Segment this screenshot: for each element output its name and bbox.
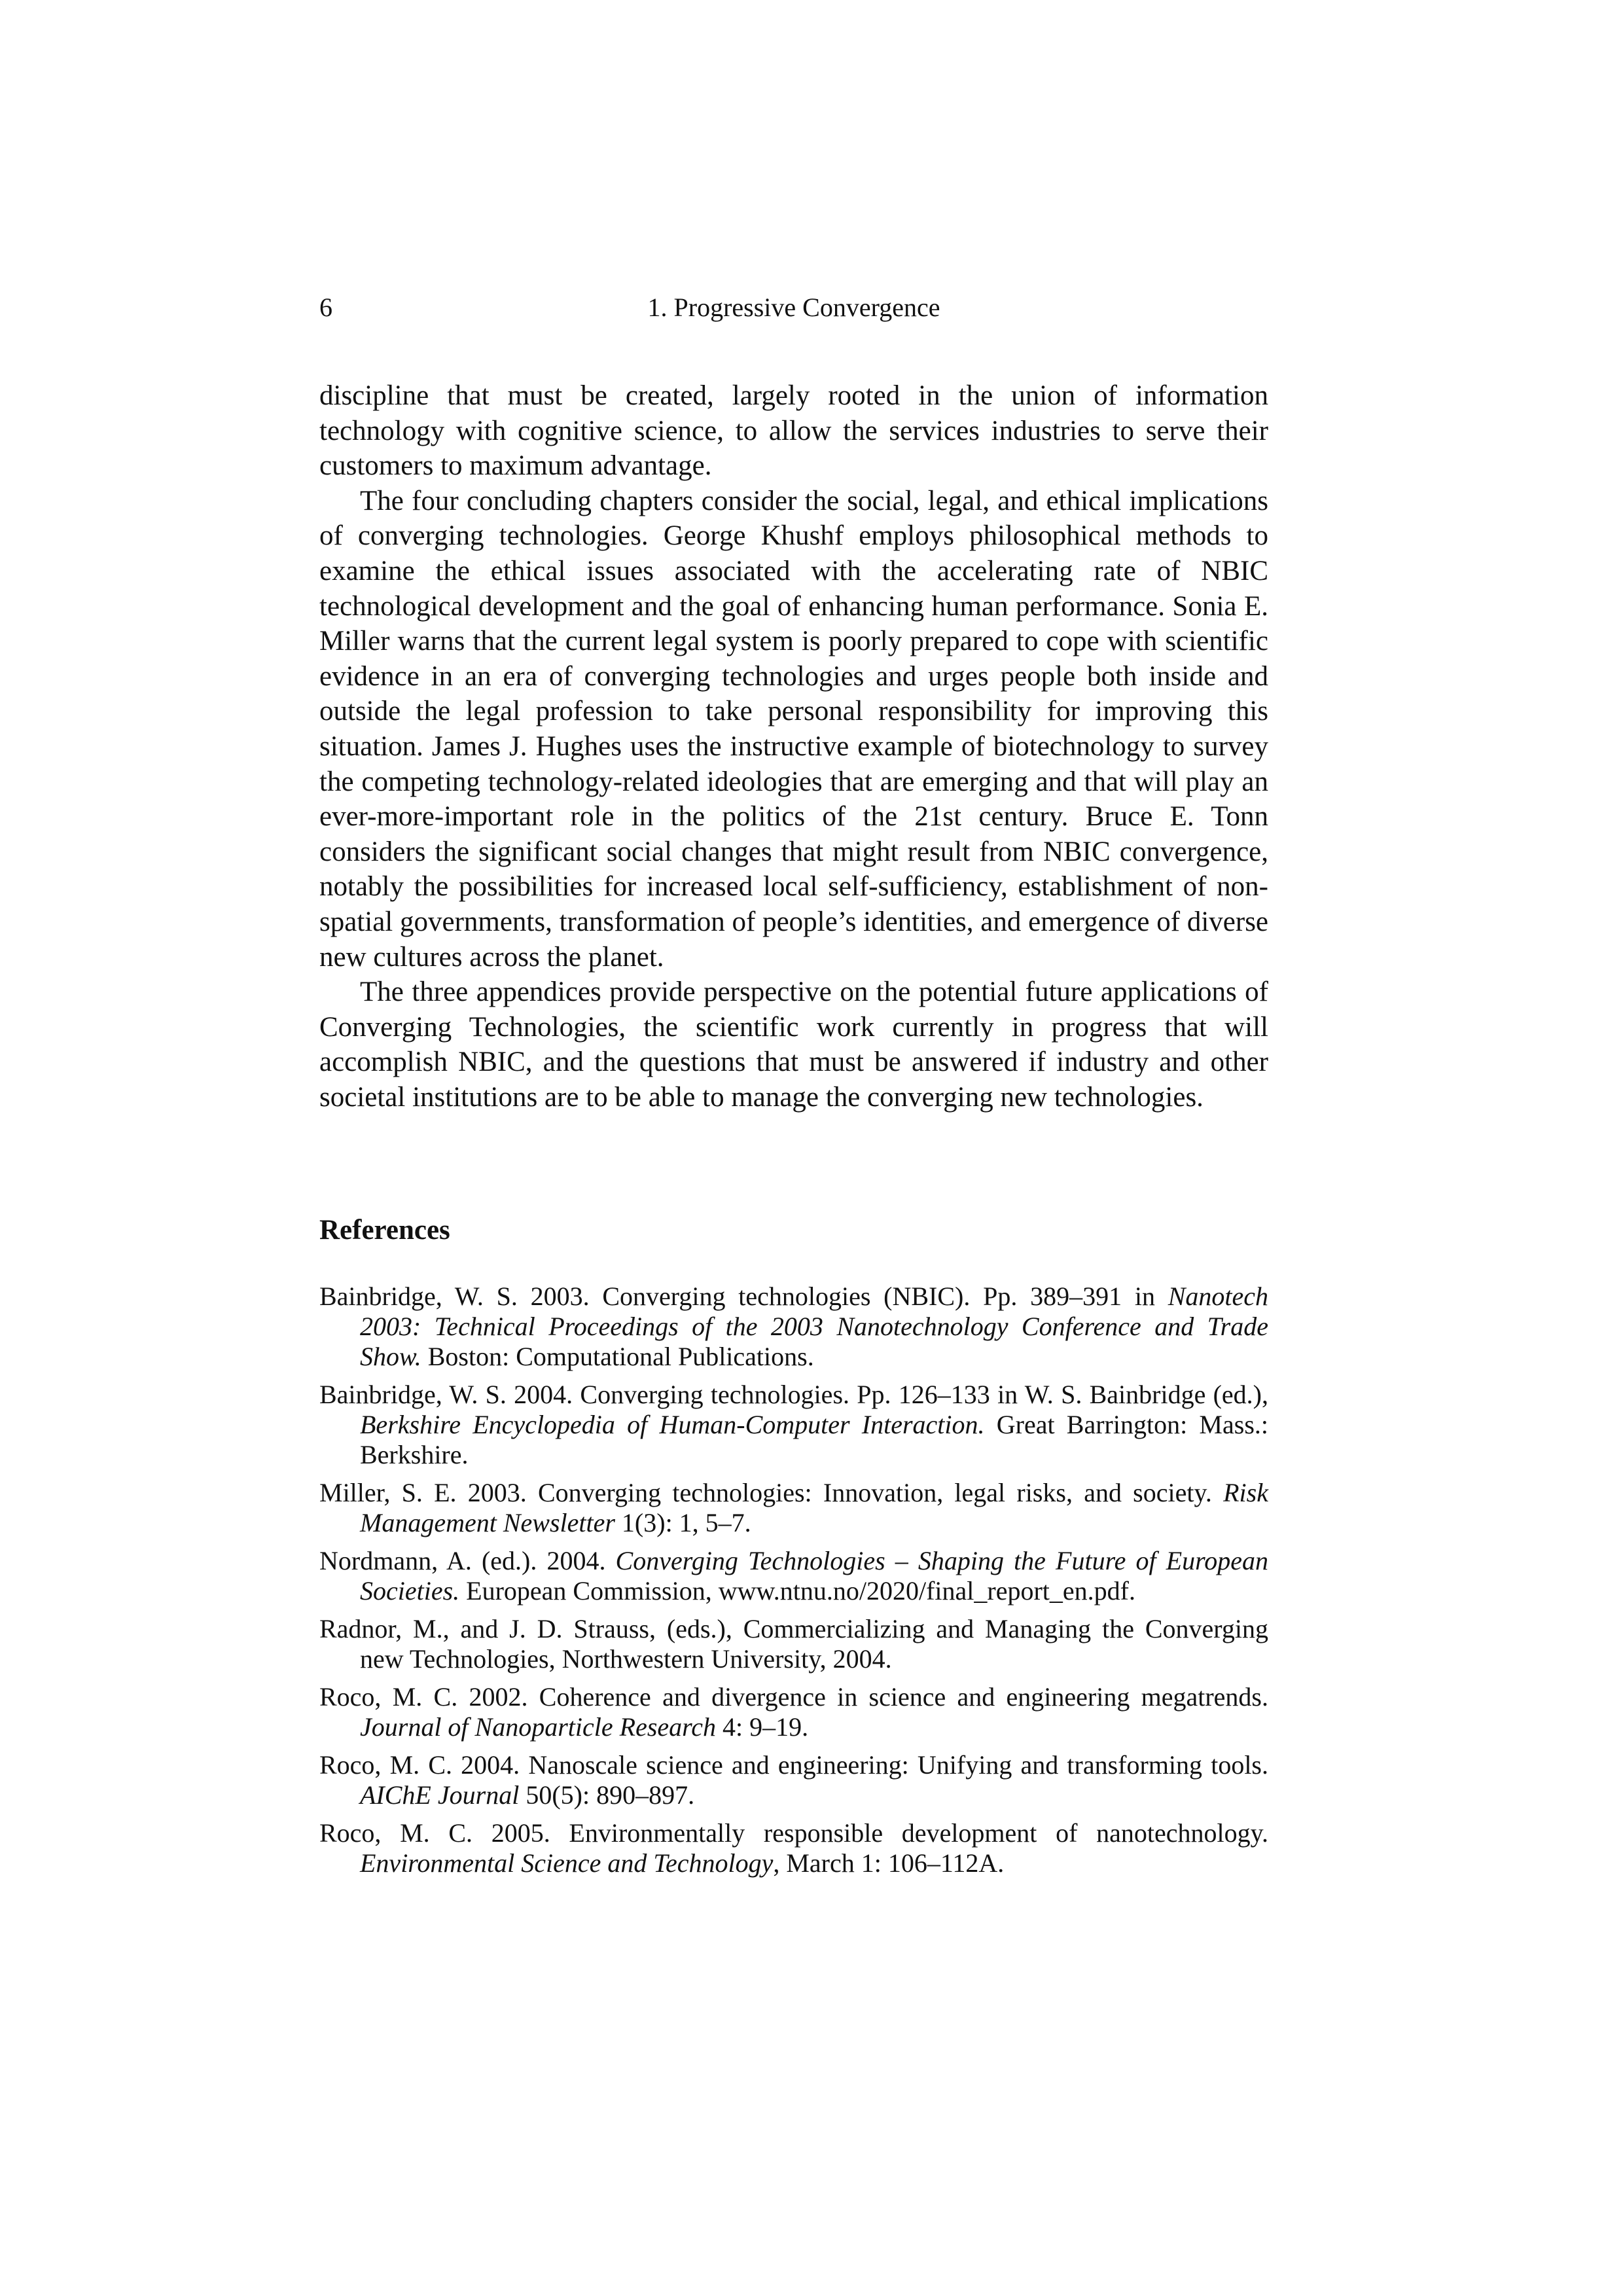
reference-item: Bainbridge, W. S. 2003. Converging technologies (NBIC). Pp. 389–391 in Nanotech 2003: Technical Proceedings of the 2003 Nanotechnology Conference and Trade Show. Boston: Computational Publications. [319, 1282, 1268, 1371]
paragraph: The four concluding chapters consider the social, legal, and ethical implications of converging technologies. George Khushf employs philosophical methods to examine the ethical issues associated with the accelerating rate of NBIC technological development and the goal of enhancing human performance. Sonia E. Miller warns that the current legal system is poorly prepared to cope with scientific evidence in an era of converging technologies and urges people both inside and outside the legal profession to take personal responsibility for improving this situation. James J. Hughes uses the instructive example of biotechnology to survey the competing technology-related ideologies that are emerging and that will play an ever-more-important role in the politics of the 21st century. Bruce E. Tonn considers the significant social changes that might result from NBIC convergence, notably the possibilities for increased local self-sufficiency, establishment of non-spatial governments, transformation of people’s identities, and emergence of diverse new cultures across the planet. [319, 485, 1269, 973]
reference-item: Miller, S. E. 2003. Converging technologies: Innovation, legal risks, and society. Risk Management Newsletter 1(3): 1, 5–7. [319, 1478, 1268, 1537]
body-text [319, 378, 1268, 1115]
references-heading: References [319, 1215, 450, 1246]
reference-item: Roco, M. C. 2004. Nanoscale science and engineering: Unifying and transforming tools. AIChE Journal 50(5): 890–897. [319, 1750, 1268, 1810]
references-list [319, 1282, 1268, 1886]
running-head [319, 288, 1268, 327]
reference-item: Radnor, M., and J. D. Strauss, (eds.), Commercializing and Managing the Converging new Technologies, Northwestern University, 2004. [319, 1614, 1268, 1674]
reference-item: Roco, M. C. 2005. Environmentally responsible development of nanotechnology. Environmental Science and Technology, March 1: 106–112A. [319, 1818, 1268, 1878]
paragraph: discipline that must be created, largely rooted in the union of information technology with cognitive science, to allow the services industries to serve their customers to maximum advantage. [319, 380, 1268, 482]
page-number: 6 [319, 293, 332, 322]
reference-item: Nordmann, A. (ed.). 2004. Converging Technologies – Shaping the Future of European Societies. European Commission, www.ntnu.no/2020/final_report_en.pdf. [319, 1546, 1268, 1605]
paragraph: The three appendices provide perspective on the potential future applications of Converging Technologies, the scientific work currently in progress that will accomplish NBIC, and the questions that must be answered if industry and other societal institutions are to be able to manage the converging new technologies. [319, 977, 1268, 1113]
chapter-title: 1. Progressive Convergence [647, 293, 940, 322]
reference-item: Roco, M. C. 2002. Coherence and divergence in science and engineering megatrends. Journal of Nanoparticle Research 4: 9–19. [319, 1682, 1268, 1742]
reference-item: Bainbridge, W. S. 2004. Converging technologies. Pp. 126–133 in W. S. Bainbridge (ed.), Berkshire Encyclopedia of Human-Computer Interaction. Great Barrington: Mass.: Berkshire. [319, 1380, 1269, 1469]
